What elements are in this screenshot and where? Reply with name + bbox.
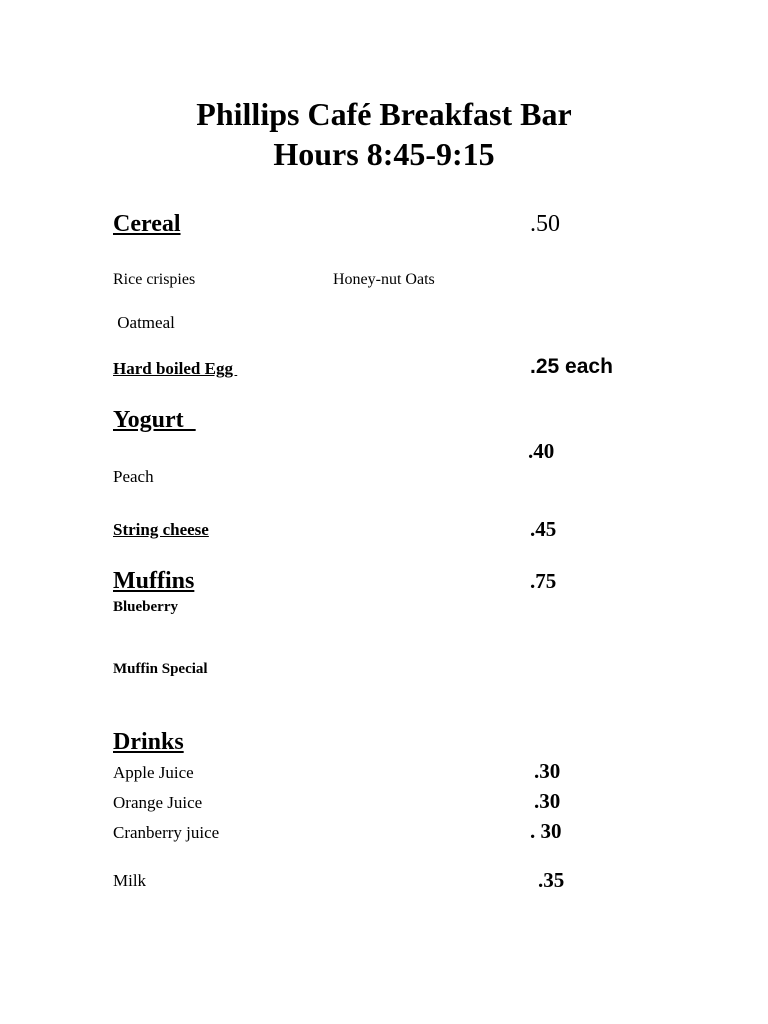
cereal-price: .50 xyxy=(530,211,560,237)
cereal-heading: Cereal xyxy=(113,211,181,237)
string-cheese-heading: String cheese xyxy=(113,520,209,539)
drinks-heading: Drinks xyxy=(113,729,184,755)
yogurt-item-peach: Peach xyxy=(113,467,154,486)
string-cheese-price: .45 xyxy=(530,517,557,541)
egg-price: .25 each xyxy=(530,355,613,378)
muffin-item-special: Muffin Special xyxy=(113,661,208,677)
yogurt-price: .40 xyxy=(528,439,555,463)
muffins-price: .75 xyxy=(530,569,557,593)
cereal-item-oatmeal: Oatmeal xyxy=(113,313,175,332)
page-title: Phillips Café Breakfast Bar xyxy=(196,96,572,132)
drink-price-milk: .35 xyxy=(538,868,565,892)
drink-item-milk: Milk xyxy=(113,871,147,890)
hours-subtitle: Hours 8:45-9:15 xyxy=(273,136,495,172)
drink-price-orange-juice: .30 xyxy=(534,789,561,813)
drink-item-apple-juice: Apple Juice xyxy=(113,763,194,782)
drink-price-cranberry-juice: . 30 xyxy=(530,819,562,843)
muffins-heading: Muffins xyxy=(113,568,195,594)
cereal-item-rice-crispies: Rice crispies xyxy=(113,271,196,288)
cereal-item-honey-nut-oats: Honey-nut Oats xyxy=(333,271,435,288)
egg-heading: Hard boiled Egg xyxy=(113,359,238,378)
drink-price-apple-juice: .30 xyxy=(534,759,561,783)
yogurt-heading: Yogurt xyxy=(113,407,196,433)
drink-item-cranberry-juice: Cranberry juice xyxy=(113,823,220,842)
muffin-item-blueberry: Blueberry xyxy=(113,599,178,615)
drink-item-orange-juice: Orange Juice xyxy=(113,793,203,812)
